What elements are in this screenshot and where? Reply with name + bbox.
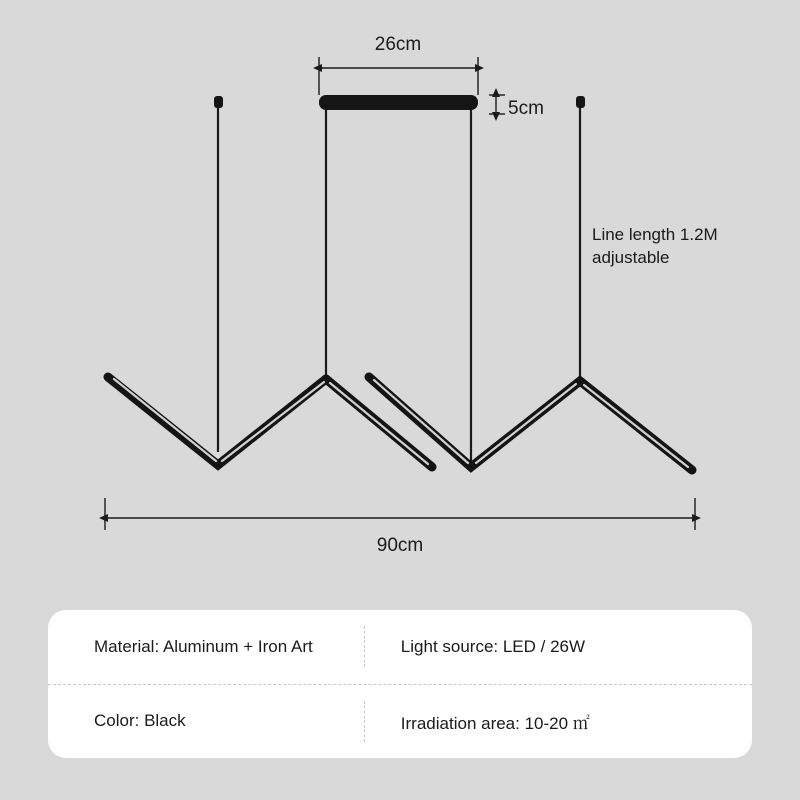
suspension-cables [214,96,585,467]
spec-light-source: Light source: LED / 26W [400,636,586,656]
dimension-canopy-height [489,95,505,114]
spec-card [48,610,752,758]
dimension-total-width [105,498,695,530]
spec-row [48,610,752,685]
dimension-total-width-label: 90cm [376,535,424,556]
dimension-canopy-height-label: 5cm [508,98,544,119]
spec-material: Material: Aluminum + Iron Art [48,626,365,667]
line-length-note-line1: Line length 1.2M [592,225,718,244]
line-length-note-line2: adjustable [592,248,670,267]
ceiling-canopy [319,95,478,110]
dimension-top-width [319,57,478,95]
dimension-top-width-label: 26cm [374,34,422,55]
spec-color: Color: Black [48,701,365,742]
spec-row [48,685,752,759]
spec-irradiation-area: Irradiation area: 10-20 ㎡ [400,713,590,733]
